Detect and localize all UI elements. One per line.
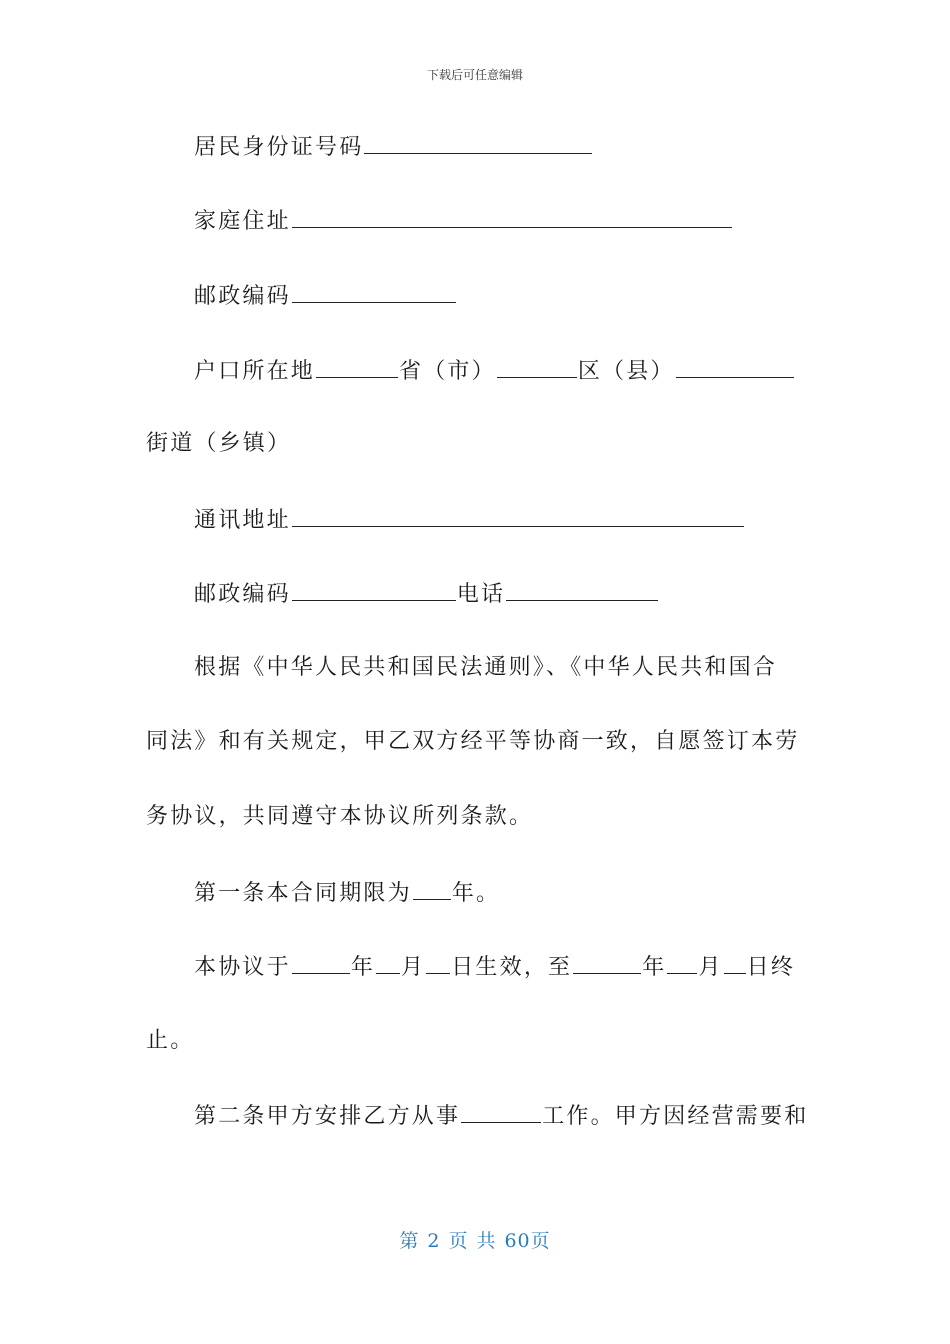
page-footer — [0, 1226, 950, 1253]
street-blank[interactable] — [676, 357, 794, 378]
home-address-label: 家庭住址 — [194, 209, 291, 234]
end-year-blank[interactable] — [573, 953, 641, 974]
job-blank[interactable] — [461, 1102, 541, 1123]
province-blank[interactable] — [316, 357, 398, 378]
page-header-note: 下载后可任意编辑 — [426, 68, 523, 82]
end-day-label: 日终 — [746, 955, 796, 980]
street-label: 街道（乡镇） — [146, 431, 292, 456]
hukou-label: 户口所在地 — [194, 359, 316, 384]
paragraph-line-1: 根据《中华人民共和国民法通则》、《中华人民共和国合 — [194, 655, 778, 680]
total-pages: 60页 — [504, 1230, 551, 1252]
article-2-line — [194, 1102, 808, 1130]
home-address-blank[interactable] — [292, 207, 732, 228]
phone-label: 电话 — [456, 582, 506, 607]
effective-end-line: 止。 — [146, 1028, 195, 1053]
current-page-number: 2 — [427, 1230, 441, 1252]
district-blank[interactable] — [497, 357, 577, 378]
hukou-line — [194, 357, 795, 385]
province-label: 省（市） — [399, 359, 496, 384]
id-number-blank[interactable] — [364, 133, 592, 154]
end-month-blank[interactable] — [667, 953, 697, 974]
id-number-label: 居民身份证号码 — [194, 135, 364, 160]
postcode-line-1 — [194, 282, 457, 310]
start-year-label: 年 — [350, 955, 376, 980]
article-1-line — [194, 879, 500, 907]
street-line — [146, 431, 291, 457]
postcode-blank-2[interactable] — [292, 580, 456, 601]
postcode-phone-line — [194, 580, 659, 608]
article-1-text: 第一条本合同期限为 — [194, 881, 412, 906]
district-label: 区（县） — [577, 359, 675, 384]
effective-date-line — [194, 953, 795, 981]
footer-word-3: 共 — [476, 1230, 497, 1252]
term-years-blank[interactable] — [413, 879, 451, 900]
article-1-year: 年。 — [451, 881, 501, 906]
mail-address-label: 通讯地址 — [194, 508, 291, 533]
article-2-continued: 工作。甲方因经营需要和 — [542, 1104, 809, 1129]
start-day-label: 日生效，至 — [451, 955, 573, 980]
paragraph-line-3: 务协议，共同遵守本协议所列条款。 — [146, 804, 534, 829]
start-month-label: 月 — [401, 955, 426, 980]
article-2-text: 第二条甲方安排乙方从事 — [194, 1104, 461, 1129]
end-day-blank[interactable] — [724, 953, 746, 974]
mail-address-blank[interactable] — [292, 506, 744, 527]
postcode-label-1: 邮政编码 — [194, 284, 291, 309]
start-day-blank[interactable] — [426, 953, 450, 974]
postcode-label-2: 邮政编码 — [194, 582, 291, 607]
footer-word-1: 第 — [399, 1230, 420, 1252]
effective-text: 本协议于 — [194, 955, 291, 980]
id-number-line — [194, 133, 593, 161]
mail-address-line — [194, 506, 745, 534]
phone-blank[interactable] — [506, 580, 658, 601]
start-month-blank[interactable] — [376, 953, 400, 974]
start-year-blank[interactable] — [292, 953, 350, 974]
home-address-line — [194, 207, 733, 235]
postcode-blank-1[interactable] — [292, 282, 456, 303]
end-month-label: 月 — [698, 955, 723, 980]
end-year-label: 年 — [642, 955, 667, 980]
footer-word-2: 页 — [448, 1230, 469, 1252]
paragraph-line-2: 同法》和有关规定，甲乙双方经平等协商一致，自愿签订本劳 — [146, 729, 800, 754]
